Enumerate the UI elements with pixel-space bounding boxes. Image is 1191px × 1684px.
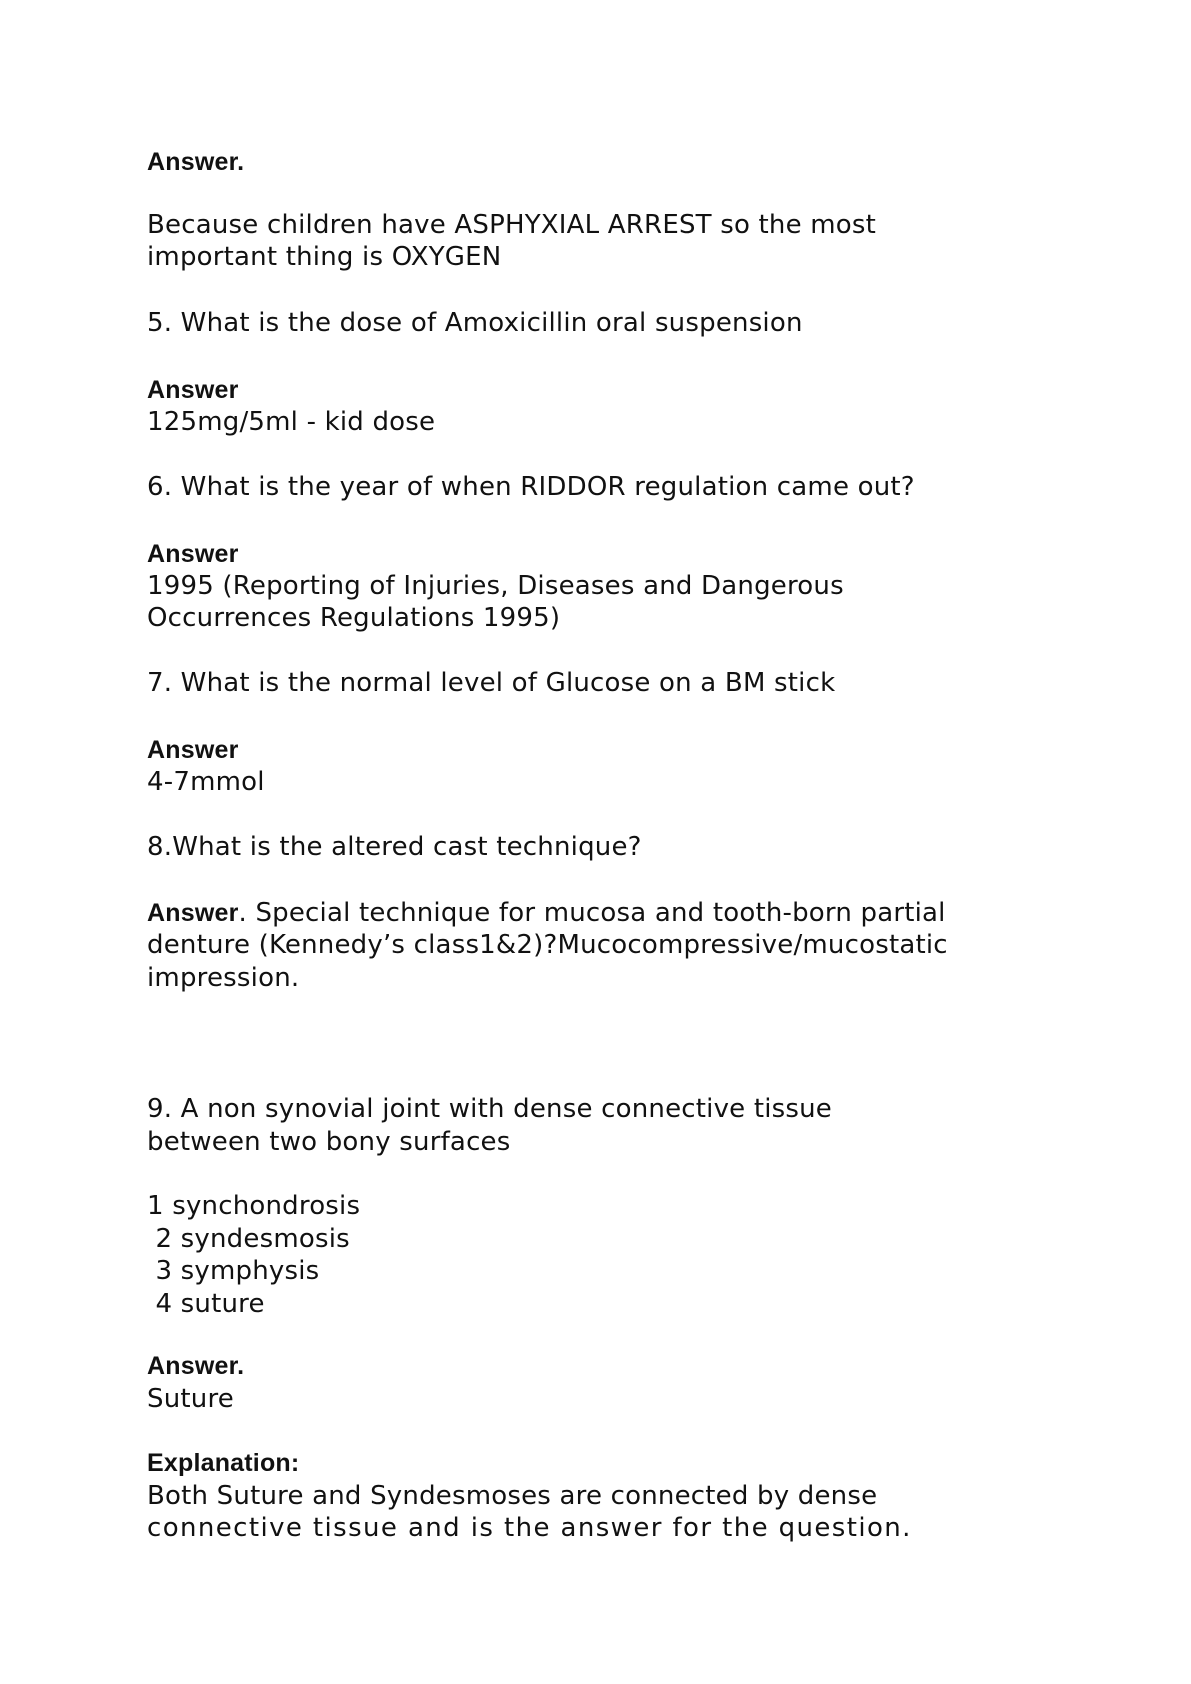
answer-text-line: impression. — [147, 963, 300, 993]
answer-text-line: denture (Kennedy’s class1&2)?Mucocompressive/mucostatic — [147, 930, 948, 960]
answer-text-line: Occurrences Regulations 1995) — [147, 603, 561, 633]
question-6: 6. What is the year of when RIDDOR regulation came out? — [147, 472, 915, 502]
answer-label: Answer. — [147, 1352, 245, 1380]
option-item: 4 suture — [147, 1289, 265, 1319]
answer-label: Answer. — [147, 148, 245, 176]
answer-text: 125mg/5ml - kid dose — [147, 407, 436, 437]
answer-label: Answer — [147, 540, 239, 568]
answer-text: . Special technique for mucosa and tooth-born partial — [238, 898, 946, 928]
option-item: 1 synchondrosis — [147, 1191, 361, 1221]
question-7: 7. What is the normal level of Glucose on a BM stick — [147, 668, 836, 698]
explanation-text-line: connective tissue and is the answer for the question. — [147, 1513, 912, 1543]
answer-text-line: 1995 (Reporting of Injuries, Diseases and Dangerous — [147, 571, 844, 601]
answer-text-line: important thing is OXYGEN — [147, 242, 502, 272]
question-5: 5. What is the dose of Amoxicillin oral suspension — [147, 308, 803, 338]
answer-label: Answer — [147, 376, 239, 404]
answer-text: Suture — [147, 1384, 234, 1414]
answer-label: Answer — [147, 899, 239, 927]
option-item: 3 symphysis — [147, 1256, 320, 1286]
answer-text-line: Because children have ASPHYXIAL ARREST so the most — [147, 210, 877, 240]
explanation-label: Explanation: — [147, 1449, 300, 1477]
answer-line-with-label — [147, 897, 946, 929]
answer-label: Answer — [147, 736, 239, 764]
explanation-text-line: Both Suture and Syndesmoses are connected by dense — [147, 1481, 878, 1511]
option-item: 2 syndesmosis — [147, 1224, 350, 1254]
question-8: 8.What is the altered cast technique? — [147, 832, 642, 862]
question-9-line: between two bony surfaces — [147, 1127, 511, 1157]
answer-text: 4-7mmol — [147, 767, 265, 797]
question-9-line: 9. A non synovial joint with dense connective tissue — [147, 1094, 833, 1124]
